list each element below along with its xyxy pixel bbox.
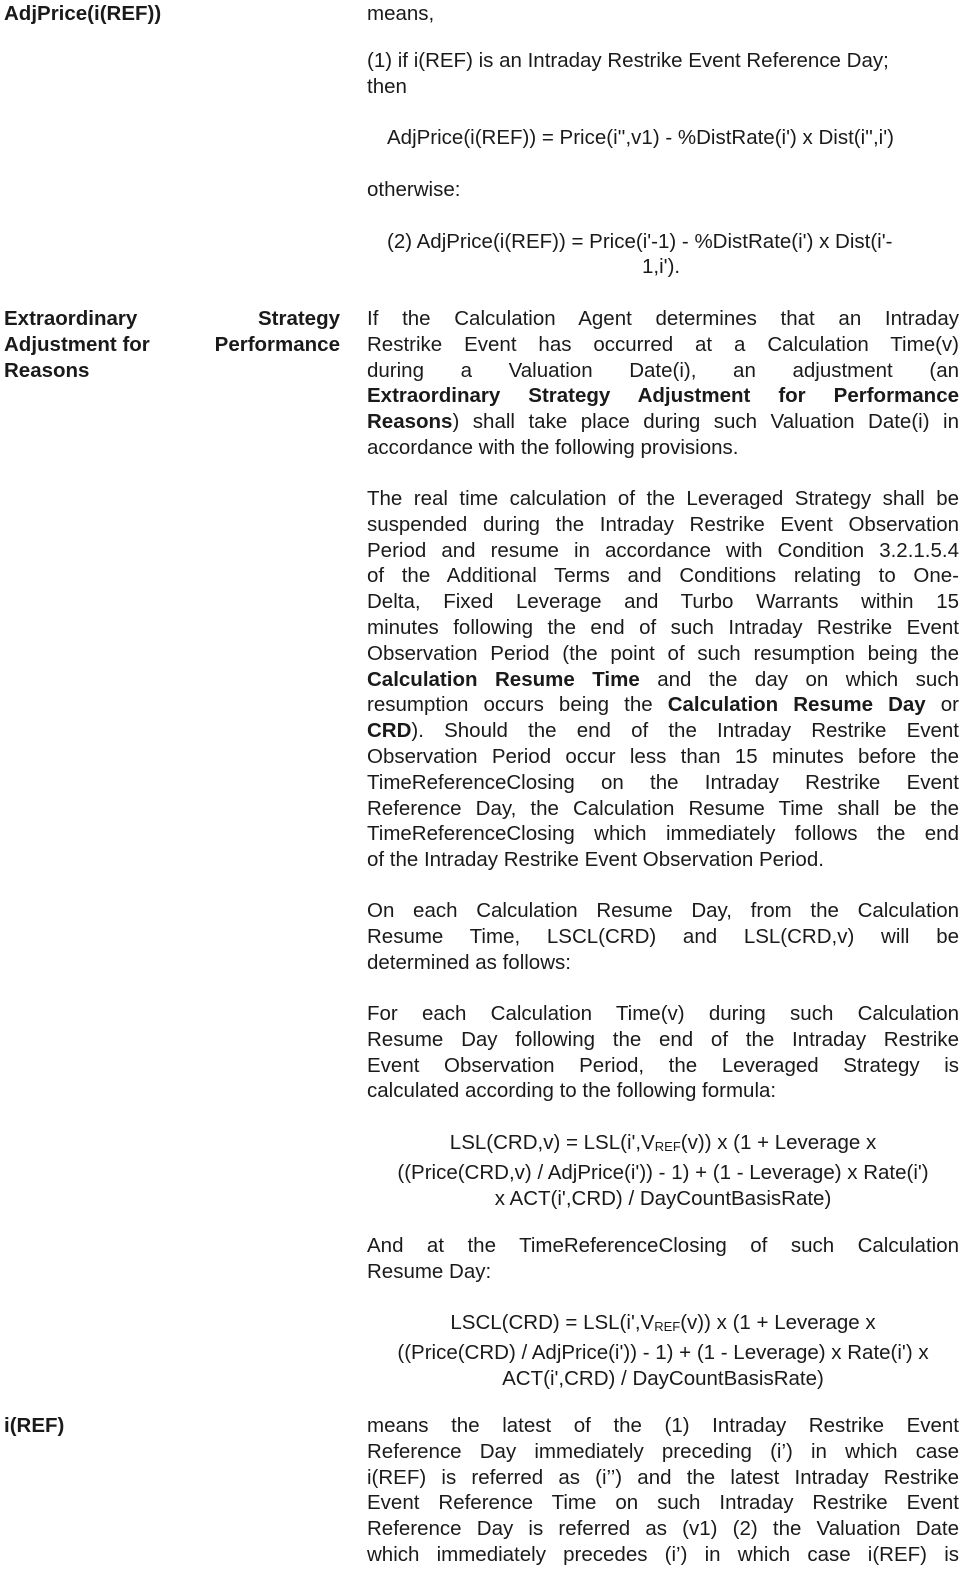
- p4-line: calculated according to the following formula:: [367, 1079, 777, 1103]
- formula-lscl-line1-a: LSCL(CRD) = LSL(i',V: [450, 1311, 655, 1334]
- formula-lsl-line1-b: (v)) x (1 + Leverage x: [680, 1131, 877, 1154]
- p2-line: suspended during the Intraday Restrike Event Observation: [367, 512, 959, 536]
- p1-line-mixed: Reasons) shall take place during such Valuation Date(i) in: [367, 410, 959, 434]
- p2-line: Observation Period (the point of such resumption being the: [367, 641, 959, 665]
- paragraph-2: [367, 486, 959, 873]
- p1-line: during a Valuation Date(i), an adjustment (an: [367, 358, 959, 382]
- adjprice-formula-1: AdjPrice(i(REF)) = Price(i'',v1) - %DistRate(i') x Dist(i'',i'): [387, 126, 894, 149]
- p1-line-bold: Extraordinary Strategy Adjustment for Performance: [367, 384, 959, 408]
- subscript-ref: REF: [654, 1319, 681, 1334]
- formula-lscl-line1-b: (v)) x (1 + Leverage x: [680, 1311, 876, 1334]
- iref-definition: [367, 1413, 959, 1568]
- iref-line: Reference Day is referred as (v1) (2) the Valuation Date: [367, 1517, 959, 1541]
- p4-line: For each Calculation Time(v) during such Calculation: [367, 1002, 959, 1025]
- p2-line: Delta, Fixed Leverage and Turbo Warrants within 15: [367, 590, 959, 614]
- p2-line: TimeReferenceClosing on the Intraday Restrike Event: [367, 770, 959, 794]
- p3-line: determined as follows:: [367, 950, 571, 974]
- formula-lscl-line2: ((Price(CRD) / AdjPrice(i')) - 1) + (1 - Leverage) x Rate(i') x: [397, 1340, 929, 1364]
- p3-line: Resume Time, LSCL(CRD) and LSL(CRD,v) will be: [367, 924, 959, 948]
- term-extraordinary-adjustment: [4, 306, 340, 383]
- p2-line: The real time calculation of the Leveraged Strategy shall be: [367, 487, 959, 510]
- p2-line: of the Intraday Restrike Event Observation Period.: [367, 848, 824, 872]
- bold-term: Calculation Resume Day: [667, 693, 926, 717]
- p1-line: If the Calculation Agent determines that an Intraday: [367, 307, 959, 330]
- term-iref: i(REF): [4, 1414, 65, 1437]
- formula-lsl-line1: [367, 1130, 959, 1160]
- formula-lscl-line1: [367, 1310, 959, 1340]
- paragraph-3: [367, 898, 959, 975]
- p2-line: resumption occurs being the Calculation Resume Day or: [367, 693, 959, 717]
- paragraph-4: [367, 1001, 959, 1104]
- iref-line: Reference Day immediately preceding (i’) in which case: [367, 1439, 959, 1463]
- iref-line: i(REF) is referred as (i’’) and the latest Intraday Restrike: [367, 1465, 959, 1489]
- term-line1-a: Extraordinary: [4, 307, 138, 330]
- p2-line: of the Additional Terms and Conditions relating to One-: [367, 564, 959, 588]
- formula-lscl-line3: ACT(i',CRD) / DayCountBasisRate): [502, 1366, 824, 1390]
- adjprice-otherwise: otherwise:: [367, 178, 461, 201]
- p3-line: On each Calculation Resume Day, from the Calculation: [367, 899, 959, 922]
- adjprice-case1-line2: then: [367, 75, 407, 98]
- bold-term: Reasons: [367, 410, 453, 434]
- p5-line: Resume Day:: [367, 1259, 492, 1283]
- p4-line: Resume Day following the end of the Intraday Restrike: [367, 1027, 959, 1051]
- iref-line: which immediately precedes (i’) in which case i(REF) is: [367, 1542, 959, 1566]
- formula-lsl-line3: x ACT(i',CRD) / DayCountBasisRate): [494, 1186, 832, 1210]
- paragraph-1: [367, 306, 959, 461]
- adjprice-formula-2-line1: (2) AdjPrice(i(REF)) = Price(i'-1) - %DistRate(i') x Dist(i'-: [387, 230, 893, 253]
- p4-line: Event Observation Period, the Leveraged Strategy is: [367, 1053, 959, 1077]
- p2-line: Observation Period occur less than 15 minutes before the: [367, 744, 959, 768]
- paragraph-5: [367, 1233, 959, 1285]
- adjprice-means: means,: [367, 2, 435, 25]
- formula-lsl: [367, 1130, 959, 1211]
- term-adjprice: AdjPrice(i(REF)): [4, 2, 162, 25]
- adjprice-case1-line1: (1) if i(REF) is an Intraday Restrike Event Reference Day;: [367, 49, 889, 72]
- term-line2-b: Performance: [214, 332, 340, 356]
- iref-line: Event Reference Time on such Intraday Restrike Event: [367, 1491, 959, 1515]
- bold-term: CRD: [367, 719, 412, 743]
- p1-line: Restrike Event has occurred at a Calculation Time(v): [367, 332, 959, 356]
- term-line2-a: Adjustment for: [4, 332, 150, 356]
- formula-lscl: [367, 1310, 959, 1391]
- p2-line: minutes following the end of such Intraday Restrike Event: [367, 615, 959, 639]
- p2-line: CRD). Should the end of the Intraday Restrike Event: [367, 719, 959, 743]
- iref-line: means the latest of the (1) Intraday Restrike Event: [367, 1414, 959, 1437]
- subscript-ref: REF: [654, 1139, 681, 1154]
- p2-line: Reference Day, the Calculation Resume Time shall be the: [367, 796, 959, 820]
- p1-line: accordance with the following provisions.: [367, 435, 739, 459]
- formula-lsl-line1-a: LSL(CRD,v) = LSL(i',V: [449, 1131, 655, 1154]
- p2-line: Period and resume in accordance with Condition 3.2.1.5.4: [367, 538, 959, 562]
- p5-line: And at the TimeReferenceClosing of such Calculation: [367, 1234, 959, 1257]
- formula-lsl-line2: ((Price(CRD,v) / AdjPrice(i')) - 1) + (1 - Leverage) x Rate(i'): [397, 1160, 929, 1184]
- adjprice-formula-2-line2: 1,i').: [642, 255, 681, 278]
- term-line1-b: Strategy: [257, 307, 340, 330]
- bold-term: Calculation Resume Time: [367, 667, 640, 691]
- p2-line: Calculation Resume Time and the day on which such: [367, 667, 959, 691]
- p2-line: TimeReferenceClosing which immediately follows the end: [367, 822, 959, 846]
- term-line3: Reasons: [4, 358, 90, 382]
